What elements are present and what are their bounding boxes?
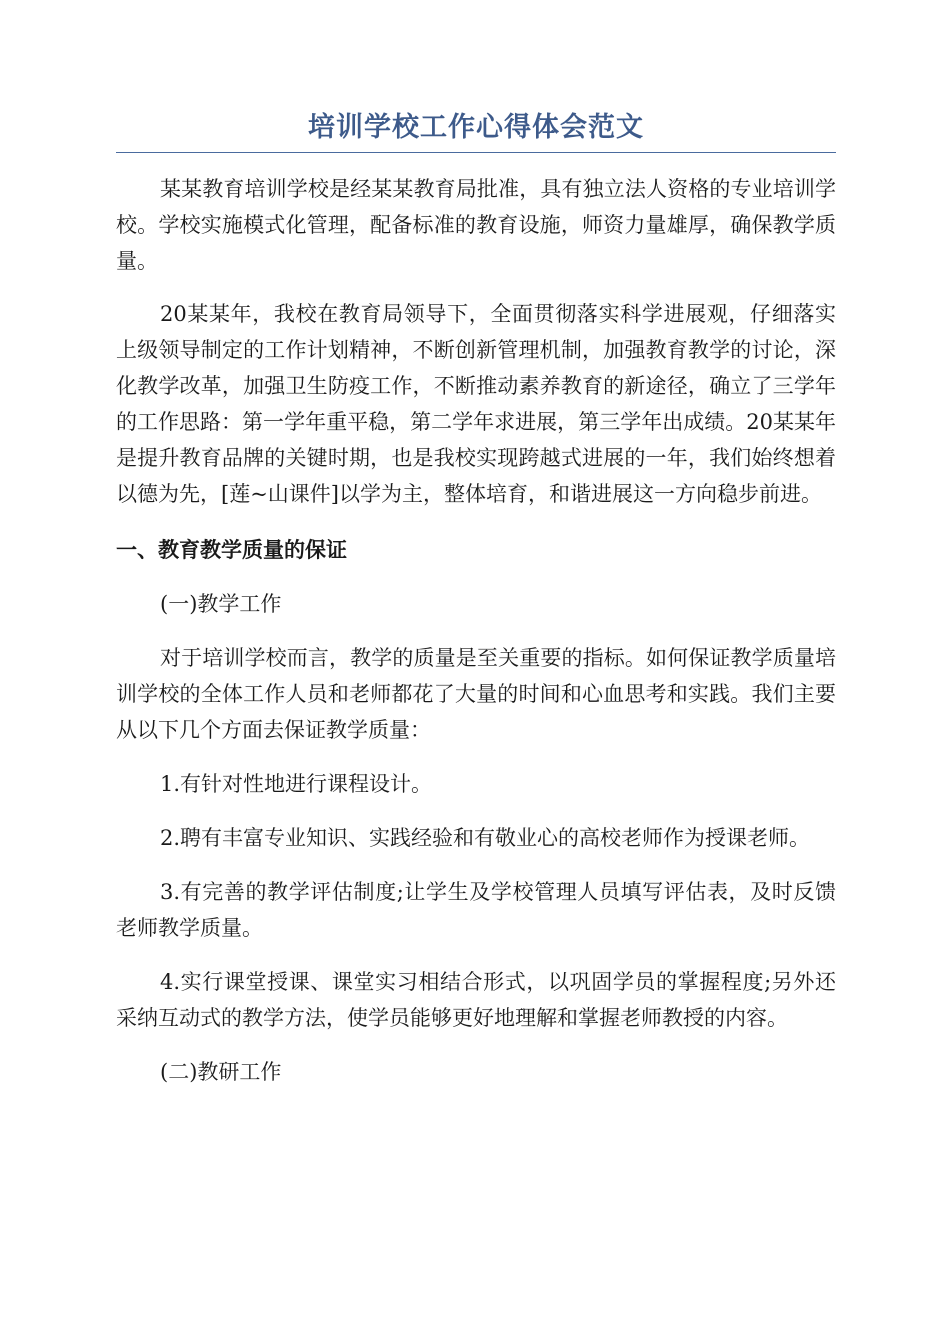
list-item: 4.实行课堂授课、课堂实习相结合形式，以巩固学员的掌握程度;另外还采纳互动式的教学方法，使学员能够更好地理解和掌握老师教授的内容。 [116, 970, 836, 1030]
paragraph-teaching-quality: 对于培训学校而言，教学的质量是至关重要的指标。如何保证教学质量培训学校的全体工作人员和老师都花了大量的时间和心血思考和实践。我们主要从以下几个方面去保证教学质量： [116, 646, 836, 742]
document-title: 培训学校工作心得体会范文 [116, 108, 836, 153]
section-heading-quality: 一、教育教学质量的保证 [116, 537, 347, 562]
list-item: 1.有针对性地进行课程设计。 [160, 772, 433, 796]
list-item: 3.有完善的教学评估制度;让学生及学校管理人员填写评估表，及时反馈老师教学质量。 [116, 880, 836, 940]
subsection-heading-research: (二)教研工作 [160, 1060, 282, 1084]
list-item: 2.聘有丰富专业知识、实践经验和有敬业心的高校老师作为授课老师。 [160, 826, 811, 850]
subsection-heading-teaching: (一)教学工作 [160, 592, 282, 616]
document-page [116, 108, 836, 1090]
paragraph-intro: 某某教育培训学校是经某某教育局批准，具有独立法人资格的专业培训学校。学校实施模式化管理，配备标准的教育设施，师资力量雄厚，确保教学质量。 [116, 177, 836, 273]
paragraph-year-summary: 20某某年，我校在教育局领导下，全面贯彻落实科学进展观，仔细落实上级领导制定的工作计划精神，不断创新管理机制，加强教育教学的讨论，深化教学改革，加强卫生防疫工作，不断推动素养教育的新途径，确立了三学年的工作思路：第一学年重平稳，第二学年求进展，第三学年出成绩。20某某年是提升教育品牌的关键时期，也是我校实现跨越式进展的一年，我们始终想着以德为先，[莲~山课件]以学为主，整体培育，和谐进展这一方向稳步前进。 [116, 302, 836, 506]
